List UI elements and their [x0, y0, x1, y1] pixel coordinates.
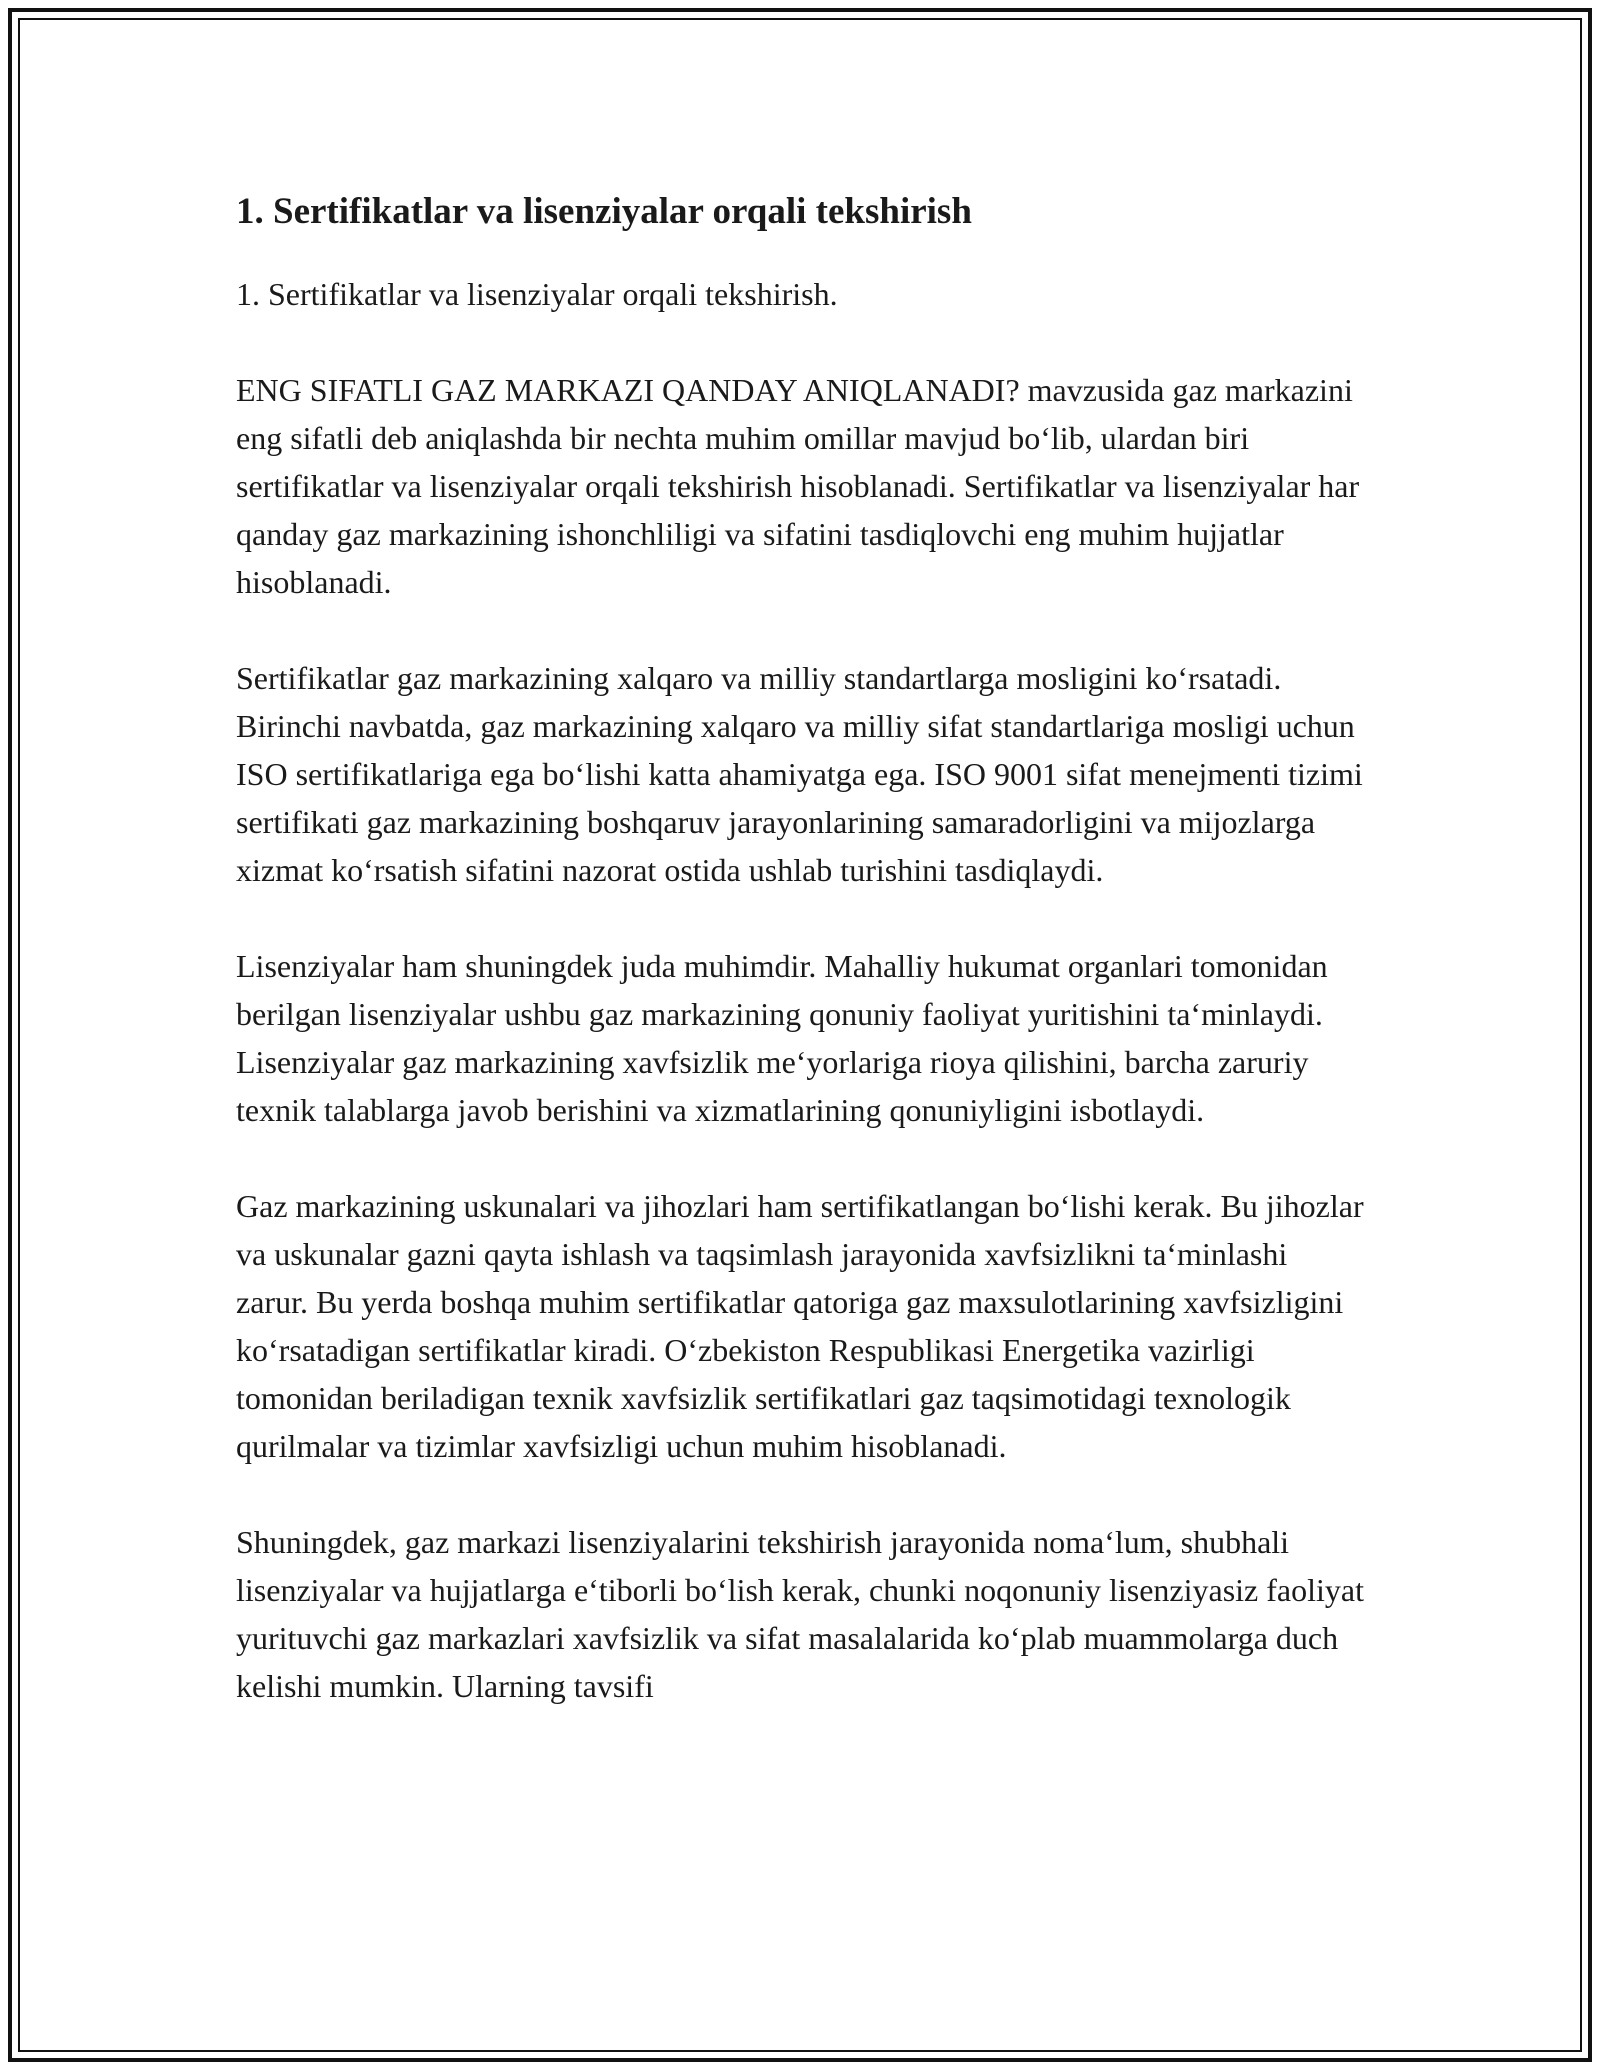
paragraph-section-title: 1. Sertifikatlar va lisenziyalar orqali tekshirish.: [236, 276, 838, 312]
document-body: [236, 184, 1366, 1758]
paragraph-intro: ENG SIFATLI GAZ MARKAZI QANDAY ANIQLANADI? mavzusida gaz markazini eng sifatli deb aniqlashda bir nechta muhim omillar mavjud bo‘lib, ulardan biri sertifikatlar va lisenziyalar orqali tekshirish hisoblanadi. Sertifikatlar va lisenziyalar har qanday gaz markazining ishonchliligi va sifatini tasdiqlovchi eng muhim hujjatlar hisoblanadi.: [236, 372, 1360, 600]
document-heading: 1. Sertifikatlar va lisenziyalar orqali tekshirish: [236, 191, 972, 232]
paragraph-verification: Shuningdek, gaz markazi lisenziyalarini tekshirish jarayonida noma‘lum, shubhali lisenziyalar va hujjatlarga e‘tiborli bo‘lish kerak, chunki noqonuniy lisenziyasiz faoliyat yurituvchi gaz markazlari xavfsizlik va sifat masalalarida ko‘plab muammolarga duch kelishi mumkin. Ularning tavsifi: [236, 1524, 1364, 1704]
paragraph-licenses: Lisenziyalar ham shuningdek juda muhimdir. Mahalliy hukumat organlari tomonidan berilgan lisenziyalar ushbu gaz markazining qonuniy faoliyat yuritishini ta‘minlaydi. Lisenziyalar gaz markazining xavfsizlik me‘yorlariga rioya qilishini, barcha zaruriy texnik talablarga javob berishini va xizmatlarining qonuniyligini isbotlaydi.: [236, 948, 1328, 1128]
paragraph-certificates: Sertifikatlar gaz markazining xalqaro va milliy standartlarga mosligini ko‘rsatadi. Birinchi navbatda, gaz markazining xalqaro va milliy sifat standartlariga mosligi uchun ISO sertifikatlariga ega bo‘lishi katta ahamiyatga ega. ISO 9001 sifat menejmenti tizimi sertifikati gaz markazining boshqaruv jarayonlarining samaradorligini va mijozlarga xizmat ko‘rsatish sifatini nazorat ostida ushlab turishini tasdiqlaydi.: [236, 660, 1363, 888]
paragraph-equipment: Gaz markazining uskunalari va jihozlari ham sertifikatlangan bo‘lishi kerak. Bu jihozlar va uskunalar gazni qayta ishlash va taqsimlash jarayonida xavfsizlikni ta‘minlashi zarur. Bu yerda boshqa muhim sertifikatlar qatoriga gaz maxsulotlarining xavfsizligini ko‘rsatadigan sertifikatlar kiradi. O‘zbekiston Respublikasi Energetika vazirligi tomonidan beriladigan texnik xavfsizlik sertifikatlari gaz taqsimotidagi texnologik qurilmalar va tizimlar xavfsizligi uchun muhim hisoblanadi.: [236, 1188, 1364, 1464]
